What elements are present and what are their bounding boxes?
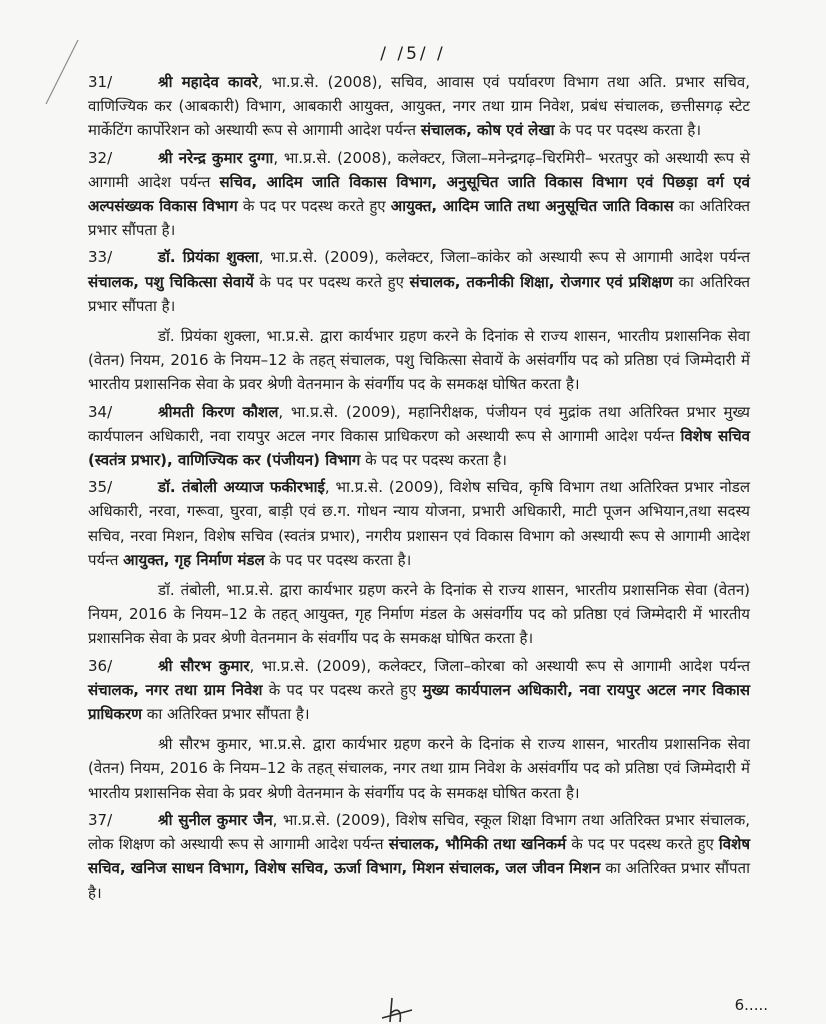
bold-text: संचालक, पशु चिकित्सा सेवायें [88, 272, 254, 291]
order-entry [88, 808, 750, 905]
text-segment: के पद पर पदस्थ करते हुए [262, 680, 423, 699]
bold-text: श्री महादेव कावरे [158, 73, 258, 91]
continuation-paragraph: डॉ. तंबोली, भा.प्र.से. द्वारा कार्यभार ग्रहण करने के दिनांक से राज्य शासन, भारतीय प्रशासनिक सेवा (वेतन) नियम, 2016 के नियम–12 के तहत् आयुक्त, गृह निर्माण मंडल के असंवर्गीय पद को प्रतिष्ठा एवं जिम्मेदारी में भारतीय प्रशासनिक सेवा के प्रवर श्रेणी वेतनमान के संवर्गीय पद के समकक्ष घोषित करता है। [88, 581, 750, 648]
entry-paragraph [88, 146, 750, 243]
bold-text: श्रीमती किरण कौशल [158, 402, 279, 421]
text-segment: का अतिरिक्त प्रभार सौंपता है। [142, 705, 310, 724]
entry-number: 33/ [88, 248, 113, 267]
text-segment: , भा.प्र.से. (2008), सचिव, आवास एवं पर्यावरण विभाग तथा अति. प्रभार सचिव, वाणिज्यिक कर (आबकारी) विभाग, आबकारी आयुक्त, आयुक्त, नगर तथा ग्राम निवेश, प्रबंध संचालक, छत्तीसगढ़ स्टेट मार्केटिंग कार्पोरेशन को अस्थायी रूप से आगामी आदेश पर्यन्त [88, 73, 750, 140]
continuation-paragraph: डॉ. प्रियंका शुक्ला, भा.प्र.से. द्वारा कार्यभार ग्रहण करने के दिनांक से राज्य शासन, भारतीय प्रशासनिक सेवा (वेतन) नियम, 2016 के नियम–12 के तहत् संचालक, पशु चिकित्सा सेवायें के असंवर्गीय पद को प्रतिष्ठा एवं जिम्मेदारी में भारतीय प्रशासनिक सेवा के प्रवर श्रेणी वेतनमान के संवर्गीय पद के समकक्ष घोषित करता है। [88, 327, 750, 394]
text-segment: के पद पर पदस्थ करता है। [554, 121, 702, 140]
order-entry [88, 654, 750, 805]
bold-text: विशेष सचिव (स्वतंत्र प्रभार), वाणिज्यिक कर (पंजीयन) विभाग [88, 426, 750, 470]
text-segment: के पद पर पदस्थ करते हुए [237, 197, 391, 216]
text-segment: , भा.प्र.से. (2009), विशेष सचिव, कृषि विभाग तथा अतिरिक्त प्रभार नोडल अधिकारी, नरवा, गरूवा, घुरवा, बाड़ी एवं छ.ग. गोधन न्याय योजना, प्रभारी अधिकारी, माटी पूजन अभियान,तथा सदस्य सचिव, नरवा मिशन, विशेष सचिव (स्वतंत्र प्रभार), नगरीय प्रशासन एवं विकास विभाग को अस्थायी रूप से आगामी आदेश पर्यन्त [88, 478, 751, 569]
text-segment: के पद पर पदस्थ करता है। [264, 550, 412, 569]
bold-text: संचालक, भौमिकी तथा खनिकर्म [388, 835, 567, 854]
entry-paragraph [88, 654, 750, 727]
entry-paragraph [88, 70, 750, 143]
bold-text: संचालक, नगर तथा ग्राम निवेश [88, 680, 263, 699]
text-segment: का अतिरिक्त प्रभार सौंपता है। [88, 859, 750, 902]
bold-text: श्री सुनील कुमार जैन [158, 810, 273, 829]
order-entry [88, 400, 750, 473]
entry-number: 32/ [88, 148, 113, 167]
text-segment: , भा.प्र.से. (2009), महानिरीक्षक, पंजीयन एवं मुद्रांक तथा अतिरिक्त प्रभार मुख्य कार्यपालन अधिकारी, नवा रायपुर अटल नगर विकास प्राधिकरण को अस्थायी रूप से आगामी आदेश पर्यन्त [88, 402, 750, 445]
entry-paragraph [88, 475, 750, 572]
text-segment: , भा.प्र.से. (2008), कलेक्टर, जिला–मनेन्द्रगढ़–चिरमिरी– भरतपुर को अस्थायी रूप से आगामी आदेश पर्यन्त [88, 148, 750, 191]
order-entry [88, 70, 750, 143]
entry-number: 31/ [88, 73, 113, 91]
order-entry [88, 146, 750, 243]
order-entries [88, 70, 750, 908]
bold-text: श्री नरेन्द्र कुमार दुग्गा [158, 148, 274, 167]
entry-paragraph [88, 400, 750, 473]
entry-number: 36/ [88, 656, 113, 675]
bold-text: श्री सौरभ कुमार [158, 656, 250, 675]
bold-text: डॉ. तंबोली अय्याज फकीरभाई [158, 478, 325, 497]
bold-text: डॉ. प्रियंका शुक्ला [158, 248, 259, 267]
bold-text: विशेष सचिव, खनिज साधन विभाग, विशेष सचिव, ऊर्जा विभाग, मिशन संचालक, जल जीवन मिशन [88, 835, 750, 878]
bold-text: संचालक, तकनीकी शिक्षा, रोजगार एवं प्रशिक्षण [409, 272, 673, 291]
next-page-indicator: 6..... [734, 996, 768, 1014]
continuation-paragraph: श्री सौरभ कुमार, भा.प्र.से. द्वारा कार्यभार ग्रहण करने के दिनांक से राज्य शासन, भारतीय प्रशासनिक सेवा (वेतन) नियम, 2016 के नियम–12 के तहत् संचालक, नगर तथा ग्राम निवेश के असंवर्गीय पद को प्रतिष्ठा एवं जिम्मेदारी में भारतीय प्रशासनिक सेवा के प्रवर श्रेणी वेतनमान के संवर्गीय पद के समकक्ष घोषित करता है। [88, 735, 750, 802]
text-segment: का अतिरिक्त प्रभार सौंपता है। [88, 197, 750, 240]
page-number: / /5/ / [380, 44, 446, 64]
order-entry [88, 245, 750, 396]
bold-text: आयुक्त, आदिम जाति तथा अनुसूचित जाति विकास [390, 197, 674, 216]
text-segment: , भा.प्र.से. (2009), कलेक्टर, जिला–कोरबा को अस्थायी रूप से आगामी आदेश पर्यन्त [249, 656, 750, 675]
bold-text: मुख्य कार्यपालन अधिकारी, नवा रायपुर अटल नगर विकास प्राधिकरण [88, 680, 750, 724]
text-segment: , भा.प्र.से. (2009), कलेक्टर, जिला–कांकेर को अस्थायी रूप से आगामी आदेश पर्यन्त [258, 248, 750, 267]
entry-paragraph [88, 245, 750, 318]
signature-mark [378, 996, 418, 1024]
bold-text: संचालक, कोष एवं लेखा [420, 121, 555, 140]
text-segment: के पद पर पदस्थ करते हुए [566, 835, 719, 854]
text-segment: के पद पर पदस्थ करते हुए [253, 272, 410, 291]
text-segment: के पद पर पदस्थ करता है। [360, 451, 507, 470]
entry-number: 34/ [88, 402, 113, 421]
entry-number: 37/ [88, 810, 113, 829]
entry-number: 35/ [88, 478, 113, 497]
bold-text: सचिव, आदिम जाति विकास विभाग, अनुसूचित जाति विकास विभाग एवं पिछड़ा वर्ग एवं अल्पसंख्यक विकास विभाग [88, 172, 750, 216]
bold-text: आयुक्त, गृह निर्माण मंडल [123, 550, 265, 569]
text-segment: , भा.प्र.से. (2009), विशेष सचिव, स्कूल शिक्षा विभाग तथा अतिरिक्त प्रभार संचालक, लोक शिक्षण को अस्थायी रूप से आगामी आदेश पर्यन्त [88, 810, 750, 854]
entry-paragraph [88, 808, 750, 905]
order-entry [88, 475, 750, 650]
text-segment: का अतिरिक्त प्रभार सौंपता है। [88, 272, 750, 315]
